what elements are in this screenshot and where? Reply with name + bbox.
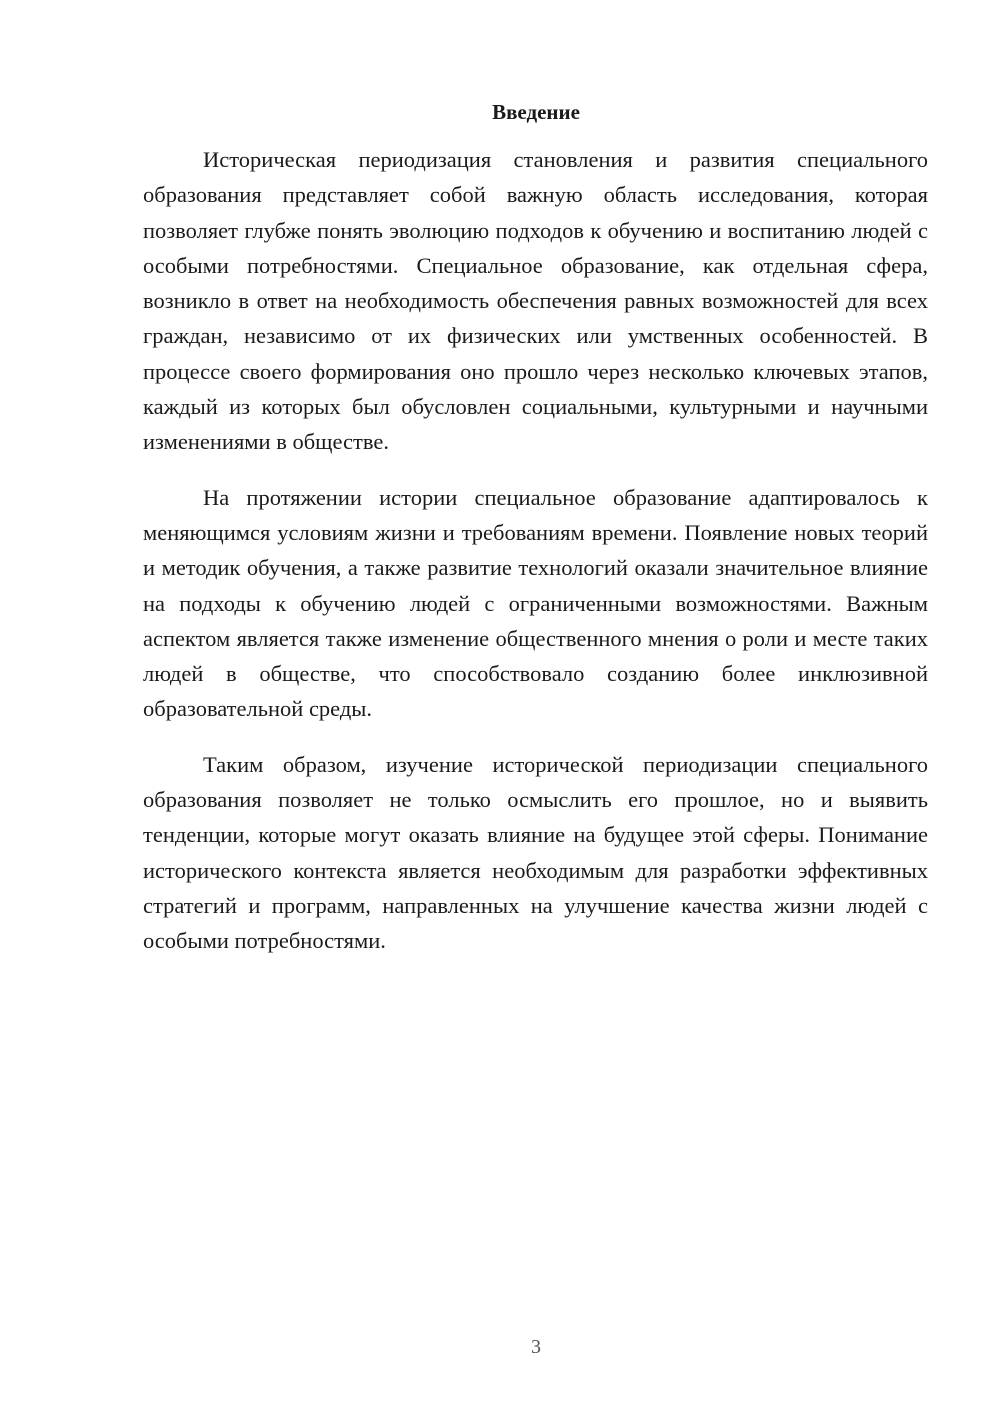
paragraph-2: На протяжении истории специальное образование адаптировалось к меняющимся условиям жизни и требованиям времени. Появление новых теорий и методик обучения, а также развитие технологий оказали значительное влияние на подходы к обучению людей с ограниченными возможностями. Важным аспектом является также изменение общественного мнения о роли и месте таких людей в обществе, что способствовало созданию более инклюзивной образовательной среды. [143, 484, 928, 722]
page-number: 3 [531, 1336, 541, 1358]
body-text [143, 142, 928, 959]
paragraph-1: Историческая периодизация становления и развития специального образования представляет собой важную область исследования, которая позволяет глубже понять эволюцию подходов к обучению и воспитанию людей с особыми потребностями. Специальное образование, как отдельная сфера, возникло в ответ на необходимость обеспечения равных возможностей для всех граждан, независимо от их физических или умственных особенностей. В процессе своего формирования оно прошло через несколько ключевых этапов, каждый из которых был обусловлен социальными, культурными и научными изменениями в обществе. [143, 147, 928, 455]
section-heading: Введение [492, 100, 580, 124]
paragraph-3: Таким образом, изучение исторической периодизации специального образования позволяет не только осмыслить его прошлое, но и выявить тенденции, которые могут оказать влияние на будущее этой сферы. Понимание исторического контекста является необходимым для разработки эффективных стратегий и программ, направленных на улучшение качества жизни людей с особыми потребностями. [143, 751, 928, 954]
